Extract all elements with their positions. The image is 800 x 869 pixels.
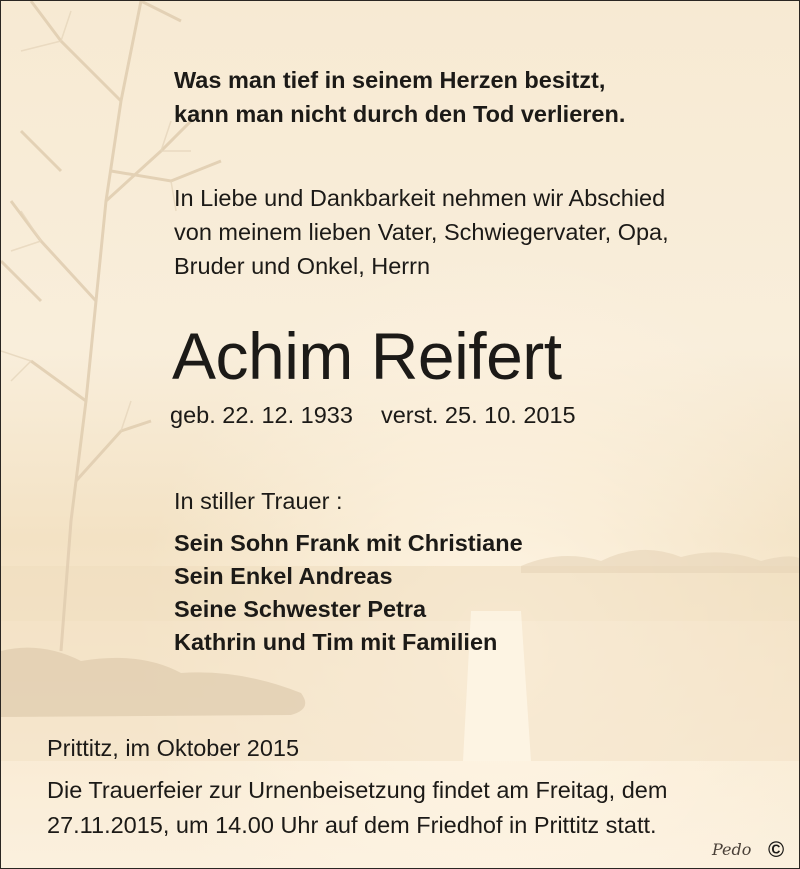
motto-line-2: kann man nicht durch den Tod verlieren. xyxy=(174,101,626,127)
motto-quote xyxy=(174,63,625,131)
life-dates xyxy=(170,398,576,432)
copyright-symbol: © xyxy=(768,837,785,862)
death-date: verst. 25. 10. 2015 xyxy=(380,402,576,428)
mourner-item: Kathrin und Tim mit Familien xyxy=(174,629,498,655)
ceremony-line-1: Die Trauerfeier zur Urnenbeisetzung findet am Freitag, dem xyxy=(47,777,668,803)
intro-line-1: In Liebe und Dankbarkeit nehmen wir Abschied xyxy=(174,185,666,211)
ceremony-line-2: 27.11.2015, um 14.00 Uhr auf dem Friedhof in Prittitz statt. xyxy=(47,812,657,838)
mourning-heading: In stiller Trauer : xyxy=(174,488,343,514)
mourner-item: Sein Sohn Frank mit Christiane xyxy=(174,530,523,556)
intro-line-2: von meinem lieben Vater, Schwiegervater, Opa, xyxy=(174,219,669,245)
intro-line-3: Bruder und Onkel, Herrn xyxy=(174,253,431,279)
mourner-item: Seine Schwester Petra xyxy=(174,596,427,622)
mourner-list xyxy=(174,527,523,659)
motto-line-1: Was man tief in seinem Herzen besitzt, xyxy=(174,67,606,93)
place-and-date: Prittitz, im Oktober 2015 xyxy=(47,735,300,761)
mourner-item: Sein Enkel Andreas xyxy=(174,563,393,589)
birth-date: geb. 22. 12. 1933 xyxy=(170,402,353,428)
ceremony-info xyxy=(47,773,667,843)
deceased-name: Achim Reifert xyxy=(172,319,562,393)
designer-signature: Pedo xyxy=(712,840,752,859)
farewell-intro xyxy=(174,181,669,283)
